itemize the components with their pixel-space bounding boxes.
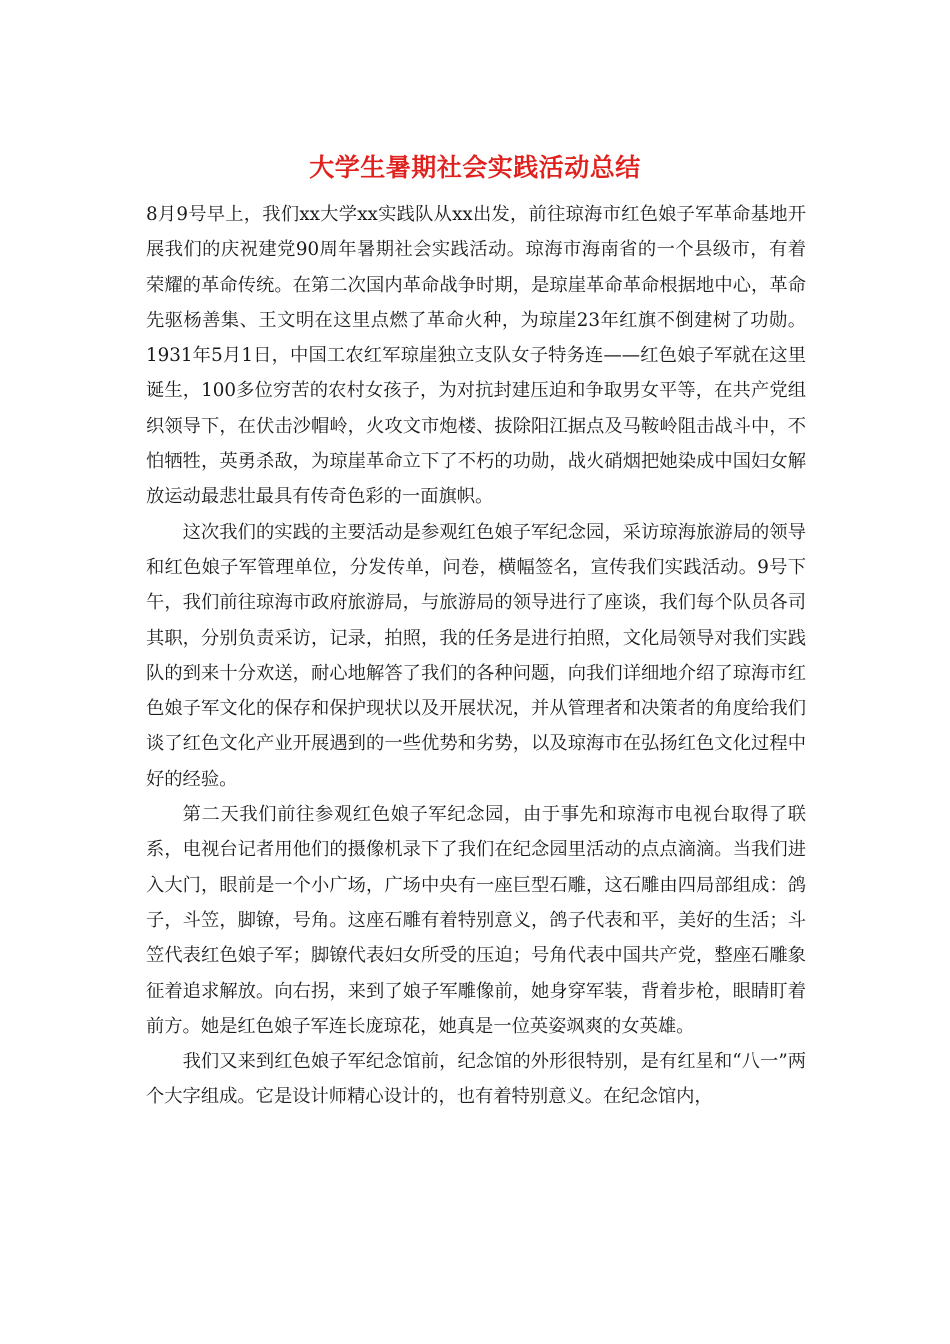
paragraph-2: 这次我们的实践的主要活动是参观红色娘子军纪念园，采访琼海旅游局的领导和红色娘子军管理单位，分发传单，问卷，横幅签名，宣传我们实践活动。9号下午，我们前往琼海市政府旅游局，与旅游局的领导进行了座谈，我们每个队员各司其职，分别负责采访，记录，拍照，我的任务是进行拍照，文化局领导对我们实践队的到来十分欢送，耐心地解答了我们的各种问题，向我们详细地介绍了琼海市红色娘子军文化的保存和保护现状以及开展状况，并从管理者和决策者的角度给我们谈了红色文化产业开展遇到的一些优势和劣势，以及琼海市在弘扬红色文化过程中好的经验。 xyxy=(146,521,806,790)
paragraph-1: 8月9号早上，我们xx大学xx实践队从xx出发，前往琼海市红色娘子军革命基地开展我们的庆祝建党90周年暑期社会实践活动。琼海市海南省的一个县级市，有着荣耀的革命传统。在第二次国内革命战争时期，是琼崖革命革命根据地中心，革命先驱杨善集、王文明在这里点燃了革命火种，为琼崖23年红旗不倒建树了功勋。1931年5月1日，中国工农红军琼崖独立支队女子特务连——红色娘子军就在这里诞生，100多位穷苦的农村女孩子，为对抗封建压迫和争取男女平等，在共产党组织领导下，在伏击沙帽岭，火攻文市炮楼、拔除阳江据点及马鞍岭阻击战斗中，不怕牺牲，英勇杀敌，为琼崖革命立下了不朽的功勋，战火硝烟把她染成中国妇女解放运动最悲壮最具有传奇色彩的一面旗帜。 xyxy=(146,204,806,508)
document-title: 大学生暑期社会实践活动总结 xyxy=(309,153,641,182)
paragraph-3: 第二天我们前往参观红色娘子军纪念园，由于事先和琼海市电视台取得了联系，电视台记者用他们的摄像机录下了我们在纪念园里活动的点点滴滴。当我们进入大门，眼前是一个小广场，广场中央有一座巨型石雕，这石雕由四局部组成：鸽子，斗笠，脚镣，号角。这座石雕有着特别意义，鸽子代表和平，美好的生活；斗笠代表红色娘子军；脚镣代表妇女所受的压迫；号角代表中国共产党，整座石雕象征着追求解放。向右拐，来到了娘子军雕像前，她身穿军装，背着步枪，眼睛盯着前方。她是红色娘子军连长庞琼花，她真是一位英姿飒爽的女英雄。 xyxy=(146,804,806,1037)
paragraph-4: 我们又来到红色娘子军纪念馆前，纪念馆的外形很特别，是有红星和“八一”两个大字组成。它是设计师精心设计的，也有着特别意义。在纪念馆内， xyxy=(146,1051,806,1108)
document-body xyxy=(146,197,806,1115)
